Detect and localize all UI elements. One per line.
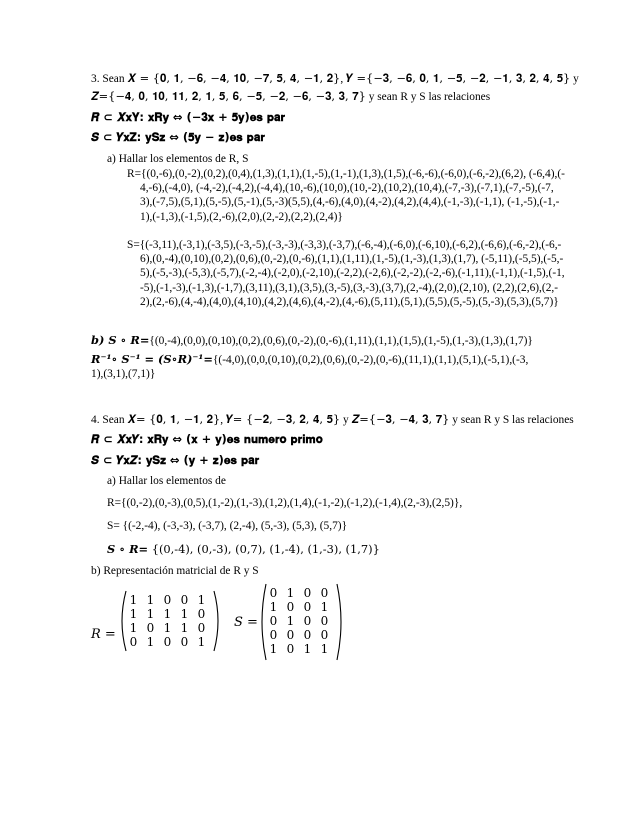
- ex3-composition: [91, 333, 533, 348]
- ex3-relation-s: 𝑺 ⊂ 𝒀𝐱𝐙: 𝐲𝐒𝐳 ⇔ (𝟓𝐲 − 𝐳)𝐞𝐬 𝐩𝐚𝐫: [91, 130, 265, 144]
- matrix-s-cell: 1: [269, 642, 278, 656]
- ex4-relation-r: 𝑹 ⊂ 𝑿𝐱𝒀: 𝐱𝐑𝐲 ⇔ (𝐱 + 𝐲)𝐞𝐬 𝐧𝐮𝐦𝐞𝐫𝐨 𝐩𝐫𝐢𝐦𝐨: [91, 432, 323, 446]
- ex3-composition-label: b) 𝑺 ∘ 𝑹=: [91, 333, 150, 347]
- matrix-s-row: [265, 586, 333, 600]
- ex3-inverse-label: 𝑹⁻¹∘ 𝑺⁻¹ = (S∘R)⁻¹=: [91, 352, 213, 366]
- matrix-s-cell: 0: [303, 614, 312, 628]
- ex4-item-a: a) Hallar los elementos de: [107, 475, 226, 487]
- matrix-r-cell: 1: [163, 621, 172, 635]
- matrix-r-cell: 0: [129, 635, 138, 649]
- matrix-s-cell: 1: [269, 600, 278, 614]
- ex4-relation-s: 𝑺 ⊂ 𝒀𝐱𝒁: 𝐲𝐒𝐳 ⇔ (𝐲 + 𝐳)𝐞𝐬 𝐩𝐚𝐫: [91, 453, 260, 467]
- matrix-s-cell: 0: [286, 600, 295, 614]
- ex3-relation-r: 𝑹 ⊂ 𝑿𝐱𝐘: 𝐱𝐑𝐲 ⇔ (−𝟑𝐱 + 𝟓𝐲)𝐞𝐬 𝐩𝐚𝐫: [91, 110, 285, 124]
- ex4-composition-set: {(0,-4), (0,-3), (0,7), (1,-4), (1,-3), (1,7)}: [148, 542, 380, 556]
- ex4-composition-label: 𝑺 ∘ 𝑹=: [107, 542, 149, 556]
- matrix-r-cell: 1: [197, 593, 206, 607]
- matrix-r-cell: 1: [146, 607, 155, 621]
- ex4-relations-intro: y sean R y S las relaciones: [452, 414, 574, 426]
- matrix-r-row: [125, 635, 210, 649]
- matrix-r-cell: 0: [197, 607, 206, 621]
- matrix-s-cell: 0: [303, 628, 312, 642]
- matrix-r-cell: 0: [163, 635, 172, 649]
- matrix-r-row: [125, 593, 210, 607]
- ex4-set-x: 𝑿= {𝟎, 𝟏, −𝟏, 𝟐}: [127, 412, 221, 426]
- matrix-s-row: [265, 600, 333, 614]
- ex3-item-a: a) Hallar los elementos de R, S: [107, 153, 249, 165]
- matrix-s-row: [265, 628, 333, 642]
- matrix-s-cell: 0: [269, 628, 278, 642]
- matrix-s-row: [265, 614, 333, 628]
- matrix-s-cell: 0: [303, 586, 312, 600]
- matrix-r-cell: 1: [180, 607, 189, 621]
- ex3-composition-set: {(0,-4),(0,0),(0,10),(0,2),(0,6),(0,-2),(0,-6),(1,11),(1,1),(1,5),(1,-5),(1,-3),(1,3),(1,7)}: [149, 335, 533, 347]
- matrix-s-label: 𝑆 =: [234, 615, 258, 630]
- ex4-set-z: 𝒁={−𝟑, −𝟒, 𝟑, 𝟕}: [351, 412, 450, 426]
- matrix-s-cell: 1: [286, 614, 295, 628]
- ex4-composition: [107, 542, 380, 557]
- matrix-r-cell: 1: [129, 593, 138, 607]
- matrix-r-row: [125, 607, 210, 621]
- matrix-r-cell: 1: [197, 635, 206, 649]
- matrix-r-right-paren: [212, 589, 224, 653]
- ex4-set-r-elements: R={(0,-2),(0,-3),(0,5),(1,-2),(1,-3),(1,2),(1,4),(-1,-2),(-1,2),(-1,4),(2,-3),(2,5)},: [107, 497, 463, 509]
- matrix-s-cell: 0: [303, 600, 312, 614]
- ex3-intro: 3. Sean: [91, 73, 128, 85]
- matrix-r-cell: 1: [146, 635, 155, 649]
- matrix-s-cell: 1: [286, 586, 295, 600]
- ex4-intro: 4. Sean: [91, 414, 128, 426]
- matrix-s: [234, 582, 364, 668]
- matrix-s-cell: 0: [286, 642, 295, 656]
- matrix-r: [91, 589, 231, 661]
- ex3-sets-line-2: [91, 89, 490, 104]
- matrix-r-cell: 1: [129, 607, 138, 621]
- ex4-conj: y: [343, 414, 349, 426]
- ex3-conj: y: [573, 73, 579, 85]
- matrix-r-cell: 1: [129, 621, 138, 635]
- matrix-s-right-paren: [335, 582, 347, 662]
- matrix-r-cell: 0: [146, 621, 155, 635]
- ex4-set-y: 𝒀= {−𝟐, −𝟑, 𝟐, 𝟒, 𝟓}: [225, 412, 341, 426]
- ex4-item-b: b) Representación matricial de R y S: [91, 565, 259, 577]
- matrix-s-cell: 1: [320, 642, 329, 656]
- ex4-set-s-elements: S= {(-2,-4), (-3,-3), (-3,7), (2,-4), (5,-3), (5,3), (5,7)}: [107, 520, 348, 532]
- matrix-r-cell: 0: [180, 635, 189, 649]
- matrix-r-cell: 0: [197, 621, 206, 635]
- matrix-r-row: [125, 621, 210, 635]
- ex3-relations-intro: y sean R y S las relaciones: [368, 91, 491, 103]
- ex3-set-y: 𝒀 ={−𝟑, −𝟔, 𝟎, 𝟏, −𝟓, −𝟐, −𝟏, 𝟑, 𝟐, 𝟒, 𝟓}: [346, 71, 571, 85]
- matrix-r-label: 𝑅 =: [91, 627, 116, 642]
- matrix-s-row: [265, 642, 333, 656]
- matrix-r-cell: 1: [163, 607, 172, 621]
- matrix-r-cell: 1: [180, 621, 189, 635]
- matrix-s-cell: 1: [320, 600, 329, 614]
- ex3-set-r-elements: R={(0,-6),(0,-2),(0,2),(0,4),(1,3),(1,1),(1,-5),(1,-1),(1,3),(1,5),(-6,-6),(-6,0),(-6,-2),(6,2), (-6,4),(-4,-6),(-4,0), (-4,-2),(-4,2),(-4,4),(10,-6),(10,0),(10,-2),(10,2),(10,4),(-7,-3),(-7,1),(-7,-5),(-7,3),(-7,5),(5,1),(5,-5),(5,-1),(5,-3)(5,5),(4,-6),(4,0),(4,-2),(4,2),(4,4),(-1,-3),(-1,1), (-1,-5),(-1,-1),(-1,3),(-1,5),(2,-6),(2,0),(2,-2),(2,2),(2,4)}: [127, 168, 565, 223]
- ex3-inverse: [91, 352, 531, 381]
- ex3-set-s-elements: S={(-3,11),(-3,1),(-3,5),(-3,-5),(-3,-3),(-3,3),(-3,7),(-6,-4),(-6,0),(-6,10),(-6,2),(-6,6),(-6,-2),(-6,-6),(0,-4),(0,10),(0,2),(0,6),(0,-2),(0,-6),(1,1),(1,11),(1,-5),(1,-3),(1,3),(1,7), (-5,11),(-5,5),(-5,-5),(-5,-3),(-5,3),(-5,7),(-2,-4),(-2,0),(-2,10),(-2,2),(-2,6),(-2,-2),(-2,-6),(-1,11),(-1,1),(-1,5),(-1,-5),(-1,-3),(-1,3),(-1,7),(3,11),(3,1),(3,5),(3,-5),(3,-3),(3,7),(2,-4),(2,0),(2,10), (2,2),(2,6),(2,-2),(2,-6),(4,-4),(4,0),(4,10),(4,2),(4,6),(4,-2),(4,-6),(5,11),(5,1),(5,5),(5,-5),(5,-3),(5,3),(5,7)}: [127, 239, 565, 308]
- matrix-s-cell: 0: [269, 614, 278, 628]
- ex3-inverse-set: {(-4,0),(0,0,(0,10),(0,2),(0,6),(0,-2),(0,-6),(11,1),(1,1),(5,1),(-5,1),(-3,1),(3,1),(7,1)}: [91, 354, 529, 381]
- matrix-s-entries: [265, 586, 333, 656]
- matrix-s-cell: 0: [320, 614, 329, 628]
- matrix-r-entries: [125, 593, 210, 649]
- matrix-r-cell: 0: [163, 593, 172, 607]
- matrix-s-cell: 0: [269, 586, 278, 600]
- ex4-sets-line: 4. Sean 𝑿= {𝟎, 𝟏, −𝟏, 𝟐}, 𝒀= {−𝟐, −𝟑, 𝟐, 𝟒, 𝟓} y 𝒁={−𝟑, −𝟒, 𝟑, 𝟕} y sean R y S las relaciones: [91, 412, 574, 426]
- ex3-sets-line-1: 3. Sean 𝑿 = {𝟎, 𝟏, −𝟔, −𝟒, 𝟏𝟎, −𝟕, 𝟓, 𝟒, −𝟏, 𝟐}, 𝒀 ={−𝟑, −𝟔, 𝟎, 𝟏, −𝟓, −𝟐, −𝟏, 𝟑, 𝟐, 𝟒, 𝟓} y: [91, 71, 579, 85]
- matrix-s-cell: 0: [320, 628, 329, 642]
- ex3-set-x: 𝑿 = {𝟎, 𝟏, −𝟔, −𝟒, 𝟏𝟎, −𝟕, 𝟓, 𝟒, −𝟏, 𝟐}: [127, 71, 341, 85]
- matrix-r-cell: 0: [180, 593, 189, 607]
- matrix-s-cell: 0: [286, 628, 295, 642]
- ex3-set-z: 𝒁={−𝟒, 𝟎, 𝟏𝟎, 𝟏𝟏, 𝟐, 𝟏, 𝟓, 𝟔, −𝟓, −𝟐, −𝟔, −𝟑, 𝟑, 𝟕}: [91, 89, 366, 103]
- matrix-s-cell: 1: [303, 642, 312, 656]
- matrix-r-cell: 1: [146, 593, 155, 607]
- matrix-s-cell: 0: [320, 586, 329, 600]
